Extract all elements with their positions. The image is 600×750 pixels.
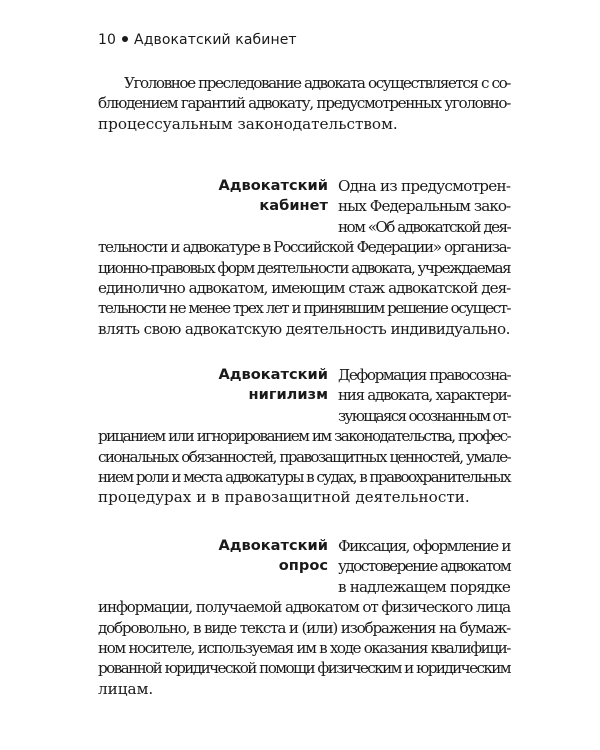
definition-line: процедурах и в правозащитной деятельности. bbox=[98, 488, 470, 507]
running-head bbox=[98, 32, 297, 48]
page-number: 10 bbox=[98, 32, 117, 48]
definition-line: добровольно, в виде текста и (или) изображения на бумаж- bbox=[98, 618, 510, 637]
term-line: опрос bbox=[278, 557, 328, 575]
paragraph-line: Уголовное преследование адвоката осуществляется с со- bbox=[124, 74, 510, 92]
term-line: Адвокатский bbox=[218, 537, 328, 554]
definition-line: ных Федеральным зако- bbox=[338, 197, 511, 216]
term-line: кабинет bbox=[259, 197, 328, 215]
definition-line: в надлежащем порядке bbox=[338, 577, 510, 596]
definition-head bbox=[338, 176, 510, 237]
definition-line: удостоверение адвокатом bbox=[338, 557, 511, 576]
definition-continuation bbox=[338, 577, 510, 597]
definition-line: ном «Об адвокатской дея- bbox=[338, 217, 510, 236]
paragraph-line: блюдением гарантий адвокату, предусмотренных уголовно- bbox=[98, 94, 510, 113]
definition-line: лицам. bbox=[98, 679, 154, 698]
definition-body bbox=[98, 426, 510, 508]
definition-line: ном носителе, используемая им в ходе оказания квалифици- bbox=[98, 639, 510, 657]
entry-term bbox=[98, 176, 328, 217]
definition-head bbox=[338, 536, 510, 577]
definition-line: информации, получаемой адвокатом от физического лица bbox=[98, 598, 510, 617]
definition-line: зующаяся осознанным от- bbox=[338, 406, 510, 425]
definition-line: тельности и адвокатуре в Российской Федерации» организа- bbox=[98, 238, 511, 257]
bullet-separator-icon bbox=[122, 36, 128, 42]
entry-term bbox=[98, 536, 328, 577]
definition-line: нием роли и места адвокатуры в судах, в правоохранительных bbox=[98, 468, 510, 486]
entry-term bbox=[98, 365, 328, 406]
definition-line: тельности не менее трех лет и принявшим решение осущест- bbox=[98, 299, 510, 318]
definition-line: Одна из предусмотрен- bbox=[338, 177, 511, 195]
definition-head bbox=[338, 365, 510, 426]
definition-line: рованной юридической помощи физическим и юридическим bbox=[98, 659, 510, 678]
definition-line: рицанием или игнорированием им законодательства, профес- bbox=[98, 427, 510, 446]
section-title: Адвокатский кабинет bbox=[134, 32, 297, 48]
definition-line: единолично адвокатом, имеющим стаж адвокатской дея- bbox=[98, 279, 511, 297]
definition-line: ния адвоката, характери- bbox=[338, 386, 511, 405]
definition-line: влять свою адвокатскую деятельность индивидуально. bbox=[98, 319, 510, 338]
definition-line: сиональных обязанностей, правозащитных ценностей, умале- bbox=[98, 447, 510, 466]
definition-body bbox=[98, 597, 510, 699]
definition-line: ционно-правовых форм деятельности адвоката, учреждаемая bbox=[98, 258, 510, 277]
term-line: Адвокатский bbox=[218, 177, 328, 194]
definition-line: Деформация правосозна- bbox=[338, 366, 511, 384]
definition-body bbox=[98, 237, 510, 339]
intro-paragraph bbox=[98, 73, 510, 134]
definition-line: Фиксация, оформление и bbox=[338, 537, 510, 555]
paragraph-line: процессуальным законодательством. bbox=[98, 114, 398, 133]
term-line: Адвокатский bbox=[218, 366, 328, 383]
term-line: нигилизм bbox=[248, 386, 328, 404]
